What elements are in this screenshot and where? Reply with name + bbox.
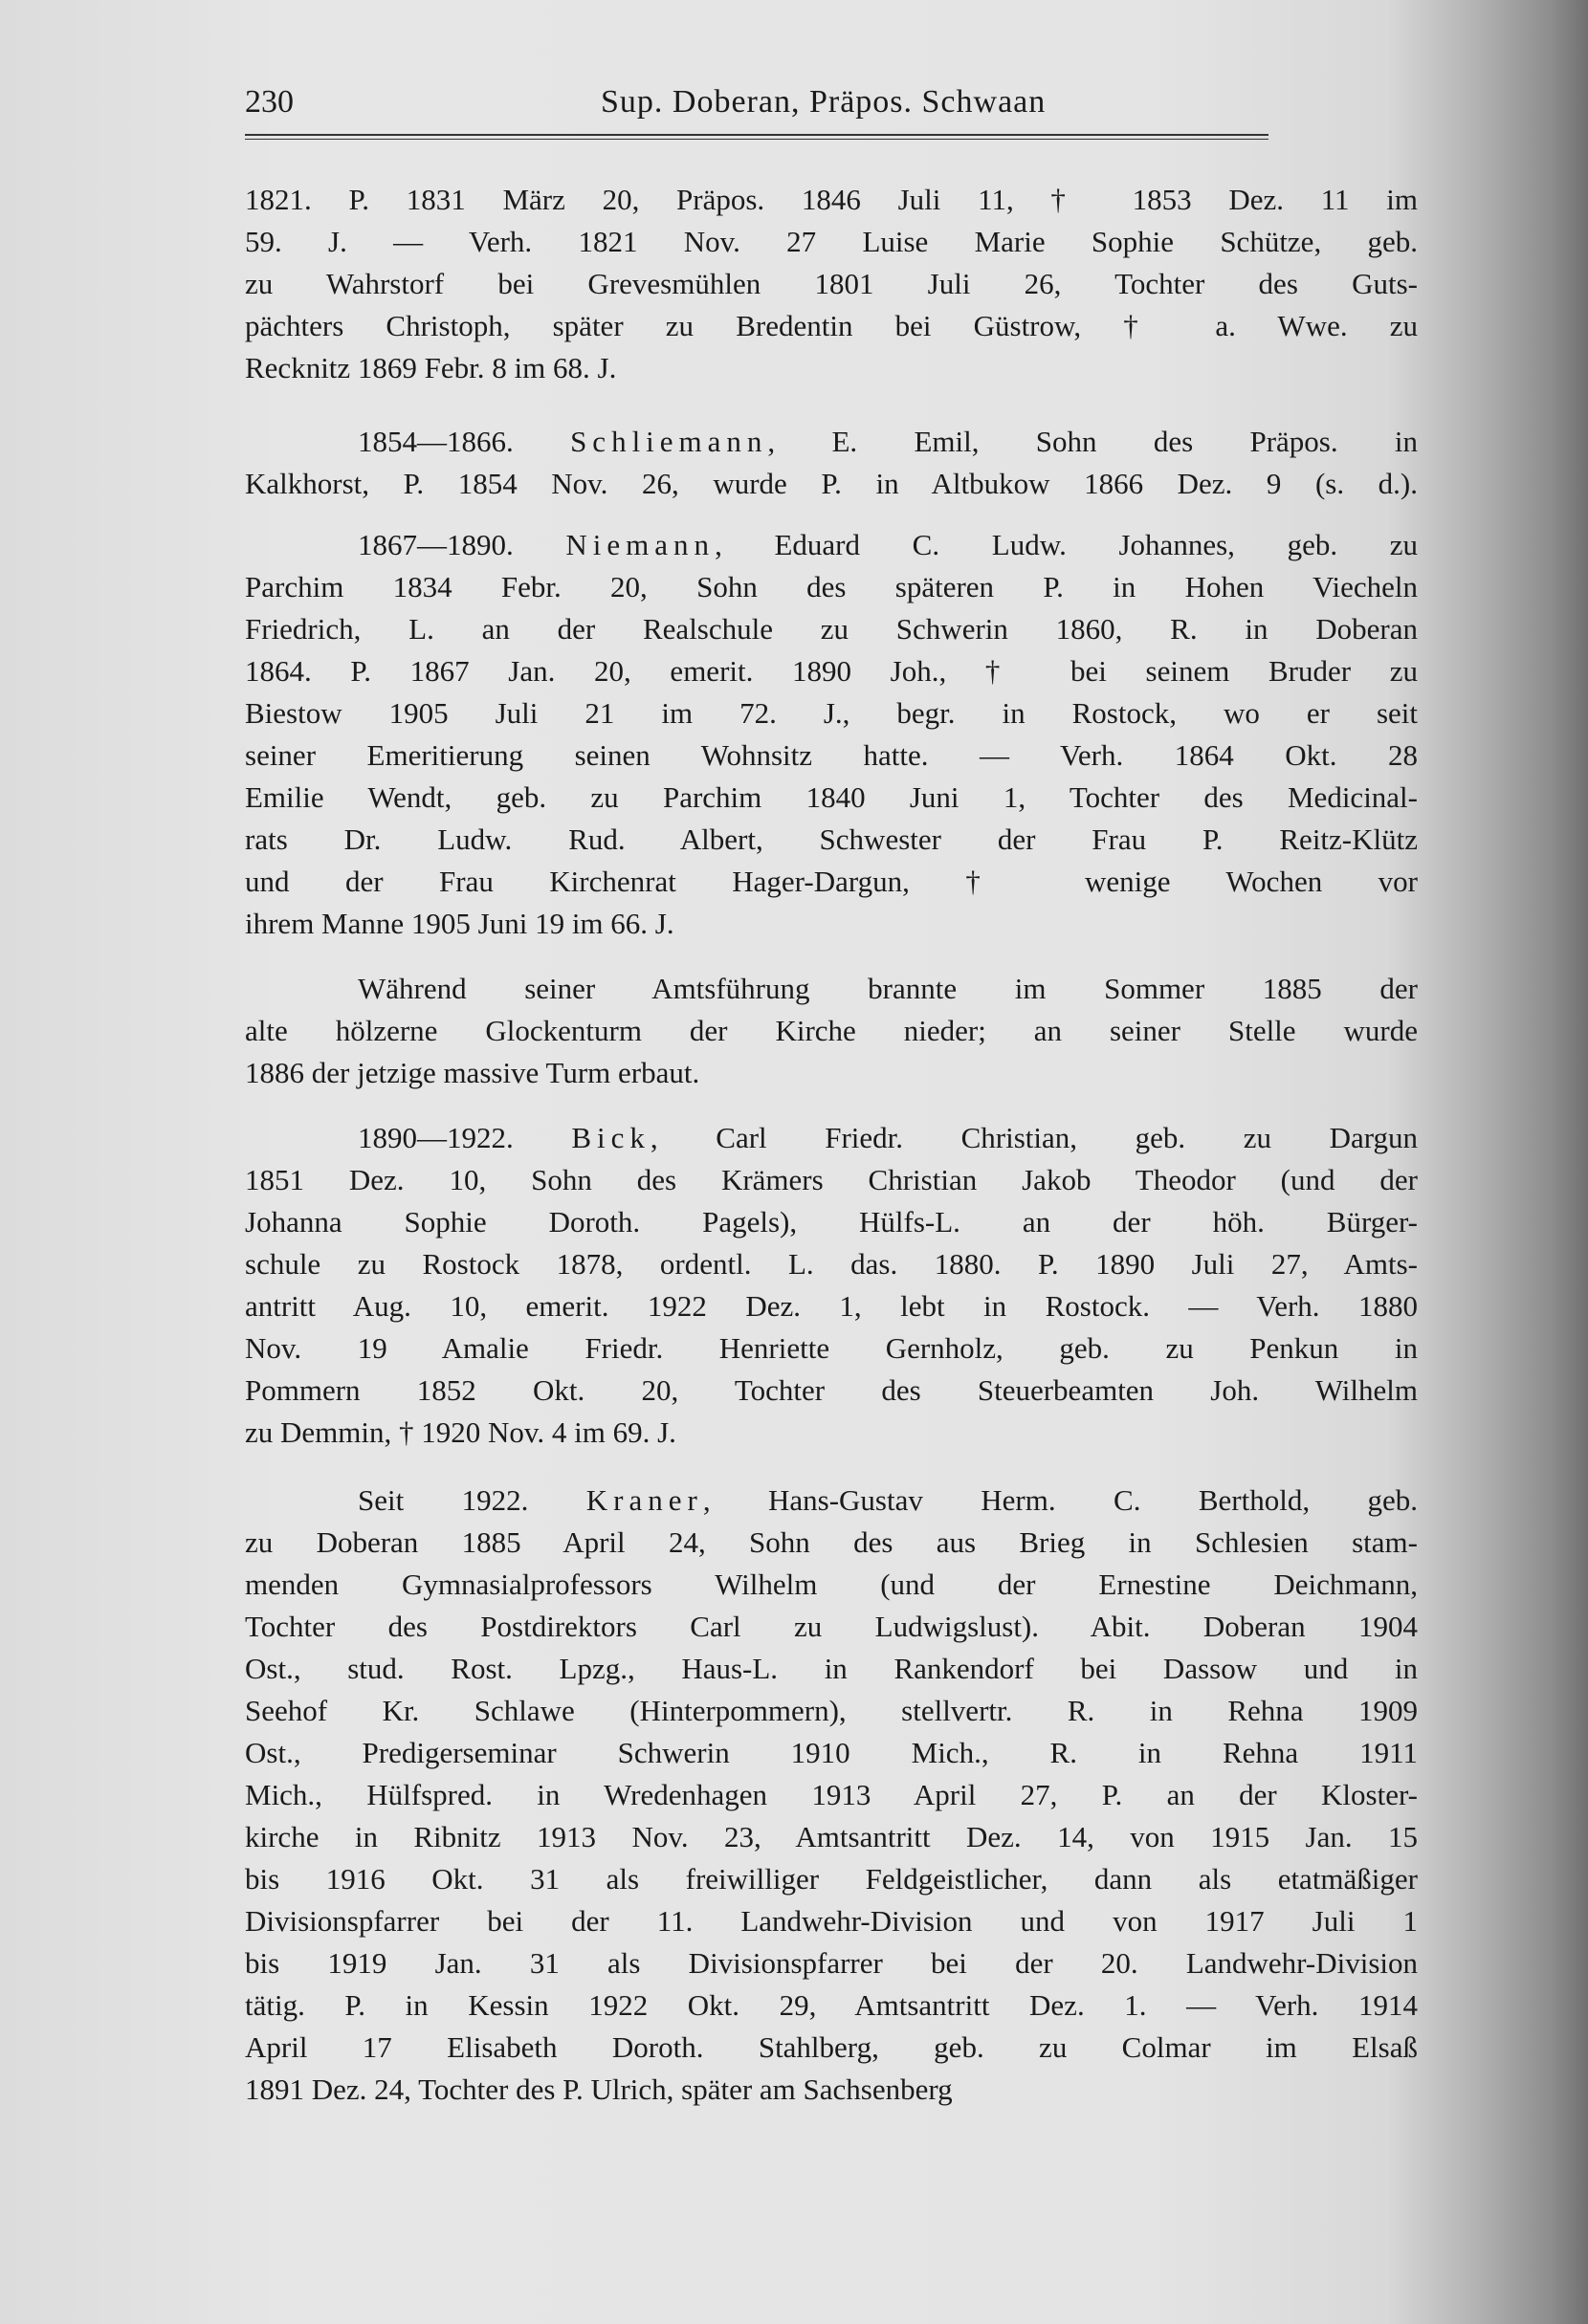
text-line: Mich., Hülfspred. in Wredenhagen 1913 April 27, P. an der Kloster- — [245, 1778, 1418, 1811]
pastor-name: Kraner — [585, 1483, 703, 1517]
text-line: Während seiner Amtsführung brannte im Sommer 1885 der — [358, 972, 1418, 1005]
text-line: Tochter des Postdirektors Carl zu Ludwigslust). Abit. Doberan 1904 — [245, 1610, 1418, 1643]
text-line: menden Gymnasialprofessors Wilhelm (und der Ernestine Deichmann, — [245, 1568, 1418, 1601]
text-line: 1851 Dez. 10, Sohn des Krämers Christian Jakob Theodor (und der — [245, 1163, 1418, 1196]
text-line: Friedrich, L. an der Realschule zu Schwerin 1860, R. in Doberan — [245, 612, 1418, 646]
text-line: 1891 Dez. 24, Tochter des P. Ulrich, später am Sachsenberg — [245, 2072, 953, 2106]
paragraph — [245, 1480, 1418, 2111]
text-line: und der Frau Kirchenrat Hager-Dargun, † wenige Wochen vor — [245, 865, 1418, 898]
entry-text: , Carl Friedr. Christian, geb. zu Dargun — [650, 1121, 1419, 1154]
running-header — [245, 84, 1268, 142]
entry-text: Seit 1922. — [358, 1483, 586, 1517]
header-rule — [245, 134, 1268, 136]
text-line: 1864. P. 1867 Jan. 20, emerit. 1890 Joh., † bei seinem Bruder zu — [245, 654, 1418, 688]
text-line: kirche in Ribnitz 1913 Nov. 23, Amtsantritt Dez. 14, von 1915 Jan. 15 — [245, 1820, 1418, 1853]
paragraph — [245, 179, 1418, 389]
text-line: zu Doberan 1885 April 24, Sohn des aus Brieg in Schlesien stam- — [245, 1525, 1418, 1559]
text-line: pächters Christoph, später zu Bredentin bei Güstrow, † a. Wwe. zu — [245, 309, 1418, 342]
paragraph — [245, 421, 1418, 505]
entry-text: , E. Emil, Sohn des Präpos. in — [767, 425, 1419, 458]
text-line: seiner Emeritierung seinen Wohnsitz hatte. — Verh. 1864 Okt. 28 — [245, 738, 1418, 772]
text-line: Seehof Kr. Schlawe (Hinterpommern), stellvertr. R. in Rehna 1909 — [245, 1694, 1418, 1727]
text-line — [245, 1117, 1418, 1159]
text-line: zu Wahrstorf bei Grevesmühlen 1801 Juli 26, Tochter des Guts- — [245, 267, 1418, 300]
text-line: schule zu Rostock 1878, ordentl. L. das. 1880. P. 1890 Juli 27, Amts- — [245, 1247, 1418, 1281]
text-line: ihrem Manne 1905 Juni 19 im 66. J. — [245, 907, 674, 940]
text-line: Kalkhorst, P. 1854 Nov. 26, wurde P. in Altbukow 1866 Dez. 9 (s. d.). — [245, 467, 1418, 500]
text-line: Biestow 1905 Juli 21 im 72. J., begr. in Rostock, wo er seit — [245, 696, 1418, 730]
text-line: Ost., Predigerseminar Schwerin 1910 Mich., R. in Rehna 1911 — [245, 1736, 1418, 1769]
text-line: 1821. P. 1831 März 20, Präpos. 1846 Juli 11, † 1853 Dez. 11 im — [245, 183, 1418, 216]
text-line — [245, 421, 1418, 463]
page-number: 230 — [245, 84, 294, 120]
text-line: Parchim 1834 Febr. 20, Sohn des späteren P. in Hohen Viecheln — [245, 570, 1418, 603]
paragraph — [245, 1117, 1418, 1454]
text-line: Divisionspfarrer bei der 11. Landwehr-Division und von 1917 Juli 1 — [245, 1904, 1418, 1938]
paragraph — [245, 524, 1418, 945]
running-title: Sup. Doberan, Präpos. Schwaan — [601, 84, 1047, 120]
entry-text: 1854—1866. — [358, 425, 571, 458]
text-line: 1886 der jetzige massive Turm erbaut. — [245, 1056, 700, 1089]
text-line: tätig. P. in Kessin 1922 Okt. 29, Amtsantritt Dez. 1. — Verh. 1914 — [245, 1988, 1418, 2022]
text-line: April 17 Elisabeth Doroth. Stahlberg, geb. zu Colmar im Elsaß — [245, 2030, 1418, 2064]
entry-text: 1867—1890. — [358, 528, 566, 561]
text-line: rats Dr. Ludw. Rud. Albert, Schwester der Frau P. Reitz-Klütz — [245, 822, 1418, 856]
text-line: Ost., stud. Rost. Lpzg., Haus-L. in Rankendorf bei Dassow und in — [245, 1652, 1418, 1685]
text-line: Johanna Sophie Doroth. Pagels), Hülfs-L. an der höh. Bürger- — [245, 1205, 1418, 1239]
text-line: 59. J. — Verh. 1821 Nov. 27 Luise Marie Sophie Schütze, geb. — [245, 225, 1418, 258]
entry-text: , Eduard C. Ludw. Johannes, geb. zu — [715, 528, 1419, 561]
text-line: bis 1916 Okt. 31 als freiwilliger Feldgeistlicher, dann als etatmäßiger — [245, 1862, 1418, 1896]
text-line: Nov. 19 Amalie Friedr. Henriette Gernholz, geb. zu Penkun in — [245, 1331, 1418, 1365]
text-line — [245, 524, 1418, 566]
header-rule-thin — [245, 139, 1268, 140]
text-line: zu Demmin, † 1920 Nov. 4 im 69. J. — [245, 1415, 676, 1449]
text-line: bis 1919 Jan. 31 als Divisionspfarrer bei der 20. Landwehr-Division — [245, 1946, 1418, 1980]
pastor-name: Niemann — [565, 528, 716, 561]
text-line — [245, 1480, 1418, 1522]
text-line: antritt Aug. 10, emerit. 1922 Dez. 1, lebt in Rostock. — Verh. 1880 — [245, 1289, 1418, 1323]
pastor-name: Schliemann — [570, 425, 768, 458]
entry-text: 1890—1922. — [358, 1121, 572, 1154]
text-line: alte hölzerne Glockenturm der Kirche nieder; an seiner Stelle wurde — [245, 1014, 1418, 1047]
paragraph — [245, 968, 1418, 1094]
entry-text: , Hans-Gustav Herm. C. Berthold, geb. — [702, 1483, 1418, 1517]
text-line: Pommern 1852 Okt. 20, Tochter des Steuerbeamten Joh. Wilhelm — [245, 1373, 1418, 1407]
pastor-name: Bick — [571, 1121, 651, 1154]
text-line: Recknitz 1869 Febr. 8 im 68. J. — [245, 351, 617, 384]
text-line: Emilie Wendt, geb. zu Parchim 1840 Juni 1, Tochter des Medicinal- — [245, 780, 1418, 814]
